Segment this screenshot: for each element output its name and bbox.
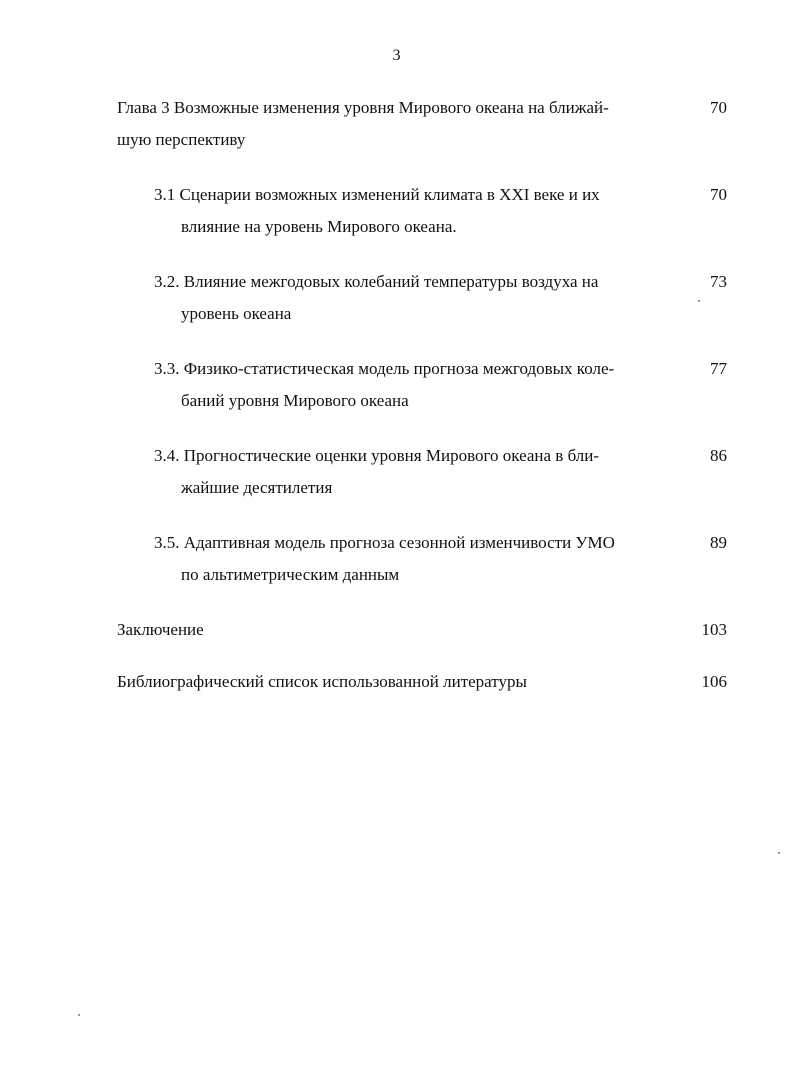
toc-entry-page: 89 bbox=[710, 533, 727, 552]
toc-entry-conclusion[interactable] bbox=[117, 614, 727, 646]
scan-speck bbox=[698, 300, 700, 302]
toc-entry-title-line1: 3.3. Физико-статистическая модель прогноза межгодовых коле- bbox=[154, 359, 615, 378]
toc-entry-section-3-4[interactable] bbox=[154, 440, 727, 504]
toc-entry-title-line1: 3.5. Адаптивная модель прогноза сезонной изменчивости УМО bbox=[154, 533, 615, 552]
toc-entry-section-3-1[interactable] bbox=[154, 179, 727, 243]
toc-entry-section-3-3[interactable] bbox=[154, 353, 727, 417]
toc-entry-title-line2: жайшие десятилетия bbox=[181, 478, 333, 497]
page-number: 3 bbox=[392, 47, 401, 64]
toc-entry-title-line1: 3.4. Прогностические оценки уровня Мирового океана в бли- bbox=[154, 446, 600, 465]
toc-entry-page: 77 bbox=[710, 359, 727, 378]
toc-entry-page: 103 bbox=[701, 620, 727, 639]
toc-entry-chapter-3[interactable] bbox=[117, 92, 727, 156]
scan-speck bbox=[78, 1014, 80, 1016]
toc-entry-title: Библиографический список использованной литературы bbox=[117, 672, 527, 691]
toc-entry-page: 70 bbox=[710, 98, 727, 117]
toc-entry-title bbox=[154, 527, 667, 591]
scan-speck bbox=[778, 852, 780, 854]
toc-entry-title-line2: уровень океана bbox=[181, 304, 292, 323]
toc-entry-title bbox=[117, 92, 667, 156]
toc-entry-title-line1: 3.2. Влияние межгодовых колебаний температуры воздуха на bbox=[154, 272, 599, 291]
toc-entry-title-line2: шую перспективу bbox=[117, 130, 246, 149]
toc-entry-title-line2: баний уровня Мирового океана bbox=[181, 391, 409, 410]
toc-entry-page: 73 bbox=[710, 272, 727, 291]
toc-entry-page: 70 bbox=[710, 185, 727, 204]
toc-entry-title bbox=[154, 440, 667, 504]
toc-entry-title bbox=[154, 266, 667, 330]
toc-entry-title-line2: влияние на уровень Мирового океана. bbox=[181, 217, 457, 236]
toc-entry-title: Заключение bbox=[117, 620, 204, 639]
toc-entry-page: 106 bbox=[701, 672, 727, 691]
toc-entry-title-line1: 3.1 Сценарии возможных изменений климата в XXI веке и их bbox=[154, 185, 600, 204]
toc-entry-title-line1: Глава 3 Возможные изменения уровня Мирового океана на ближай- bbox=[117, 98, 609, 117]
toc-entry-bibliography[interactable] bbox=[117, 666, 727, 698]
toc-entry-title bbox=[154, 179, 667, 243]
toc-entry-title bbox=[154, 353, 667, 417]
toc-entry-title-line2: по альтиметрическим данным bbox=[181, 565, 400, 584]
toc-entry-section-3-2[interactable] bbox=[154, 266, 727, 330]
table-of-contents bbox=[117, 92, 727, 718]
toc-entry-section-3-5[interactable] bbox=[154, 527, 727, 591]
toc-entry-page: 86 bbox=[710, 446, 727, 465]
